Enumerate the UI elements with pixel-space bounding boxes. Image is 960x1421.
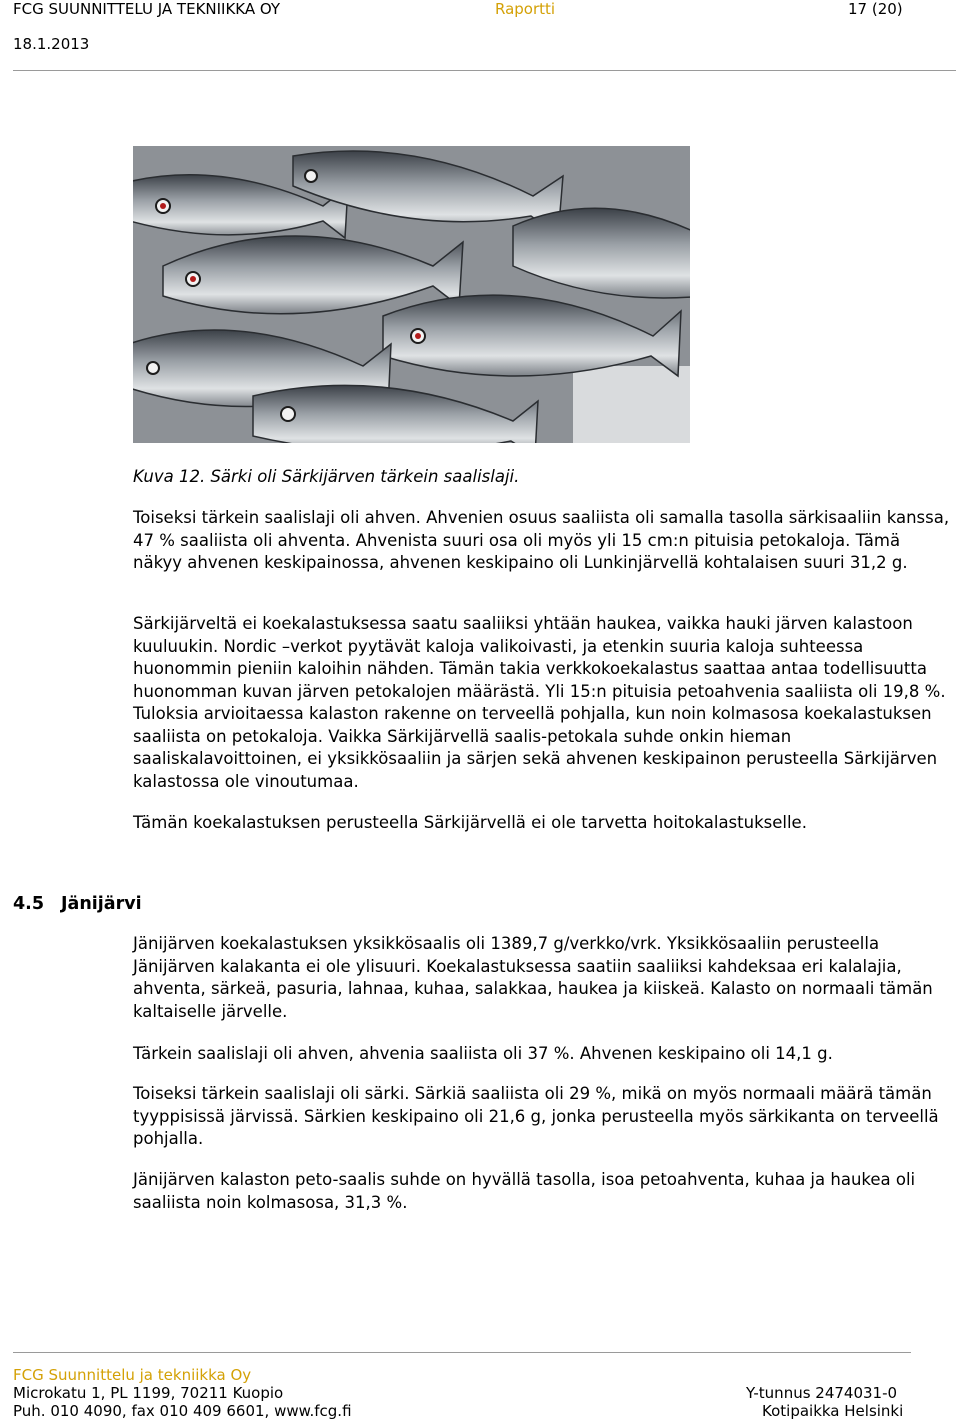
footer-divider	[13, 1352, 911, 1353]
figure-caption: Kuva 12. Särki oli Särkijärven tärkein saalislaji.	[133, 467, 520, 486]
footer-company: FCG Suunnittelu ja tekniikka Oy	[13, 1366, 252, 1384]
paragraph-predator-ratio: Jänijärven kalaston peto-saalis suhde on hyvällä tasolla, isoa petoahventa, kuhaa ja haukea oli saaliista noin kolmasosa, 31,3 %.	[133, 1170, 916, 1212]
header-document-type: Raportti	[495, 0, 556, 18]
paragraph-unit-catch: Jänijärven koekalastuksen yksikkösaalis oli 1389,7 g/verkko/vrk. Yksikkösaaliin perusteella Jänijärven kalakanta ei ole ylisuuri. Koekalastuksessa saatiin saaliiksi kahdeksaa eri kalalajia, ahventa, särkeä, pasuria, lahnaa, kuhaa, salakkaa, haukea ja kiiskeä. Kalasto on normaali tämän kaltaiselle järvelle.	[133, 934, 933, 1021]
header-page-number: 17 (20)	[848, 0, 903, 18]
paragraph-roach: Toiseksi tärkein saalislaji oli särki. Särkiä saaliista oli 29 %, mikä on myös normaali määrä tämän tyyppisissä järvissä. Särkien keskipaino oli 21,6 g, jonka perusteella myös särkikanta on terveellä pohjalla.	[133, 1084, 939, 1148]
footer-address: Microkatu 1, PL 1199, 70211 Kuopio	[13, 1384, 284, 1402]
paragraph-perch: Toiseksi tärkein saalislaji oli ahven. Ahvenien osuus saaliista oli samalla tasolla särkisaaliin kanssa, 47 % saaliista oli ahventa. Ahvenista suuri osa oli myös yli 15 cm:n pituisia petokaloja. Tämä näkyy ahvenen keskipainossa, ahvenen keskipaino oli Lunkinjärvellä kohtalaisen suuri 31,2 g.	[133, 508, 950, 572]
fish-photo	[133, 146, 690, 443]
footer-business-id: Y-tunnus 2474031-0	[746, 1384, 898, 1402]
header-company: FCG SUUNNITTELU JA TEKNIIKKA OY	[13, 0, 281, 18]
footer-domicile: Kotipaikka Helsinki	[762, 1402, 904, 1420]
paragraph-main-species: Tärkein saalislaji oli ahven, ahvenia saaliista oli 37 %. Ahvenen keskipaino oli 14,1 g.	[133, 1044, 833, 1063]
paragraph-pike-assessment: Särkijärveltä ei koekalastuksessa saatu saaliiksi yhtään haukea, vaikka hauki järven kalastoon kuuluukin. Nordic –verkot pyytävät kaloja valikoivasti, ja etenkin suuria kaloja suhteessa huonommin pieniin kaloihin nähden. Tämän takia verkkokoekalastus saattaa antaa todellisuutta huonomman kuvan järven petokalojen määrästä. Yli 15:n pituisia petoahvenia saaliista oli 19,8 %. Tuloksia arvioitaessa kalaston rakenne on terveellä pohjalla, kun noin kolmasosa koekalastuksen saaliista on petokaloja. Vaikka Särkijärvellä saalis-petokala suhde onkin hieman saaliskalavoittoinen, ei yksikkösaaliin ja särjen sekä ahvenen keskipainon perusteella Särkijärven kalastossa ole vinoutumaa.	[133, 614, 946, 791]
footer-contact: Puh. 010 4090, fax 010 409 6601, www.fcg.fi	[13, 1402, 352, 1420]
section-title: Jänijärvi	[61, 894, 142, 914]
header-date: 18.1.2013	[13, 35, 90, 53]
section-number: 4.5	[13, 894, 45, 914]
paragraph-conclusion: Tämän koekalastuksen perusteella Särkijärvellä ei ole tarvetta hoitokalastukselle.	[133, 813, 807, 832]
header-divider	[13, 70, 956, 71]
